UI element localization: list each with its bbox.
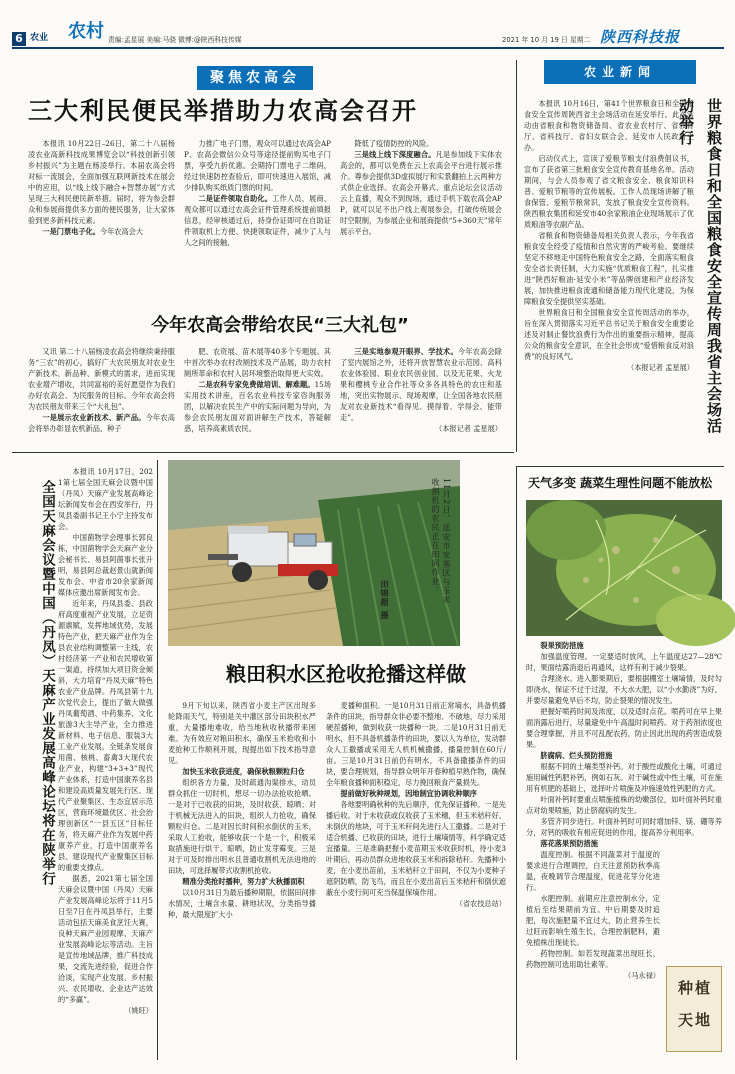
gift-col3: 三是实地参观开眼界、学技术。今年农高会除了室内展馆之外，还将开放智慧农业示范园、高科农业体验园、职业农民创业园，以及无花果、火龙果和樱桃专业合作社等众多各具特色的农庄和基地，突出实物展示、现场观摩，让全国各地农民朋友对农业新技术“看得见、摸得着、学得会、能带走”。 （本报记者 孟星展） [340,347,502,433]
pest-body: 裂果预防措施 加强温度管理。一定要适时放风，上午温度达27—28℃时，果面结露消退后再通风，这样有利于减少裂果。 合理浇水。进入膨果期后，要根据棚室土壤墒情，及时勾即浇水，保证不过于过湿，不大水大肥，以“小水勤浇”为好，并要尽量避免旱后不均，防止裂果的情况发生。 把握好喷药时间及浓度，以及适时点花。喷药可在早上果面消露后进行，尽量避免中午高温时间喷药。对于药剂浓度也要合理掌握，并且不可乱配农药，防止因此出现的药害造成裂果。 脐腐病、烂头预防措施 根据不同的土壤类型补钙。对于酸性或酸化土壤，可通过施用碱性钙肥补钙，例如石灰。对于碱性或中性土壤，可在施用有机肥的基础上，选择叶片喷施及冲施速效性钙肥的方式。 叶面补钙时要重点喷施植株的幼嫩部位，如叶面补钙时重点对幼果喷施，防止脐腐病的发生。 多管齐同步进行。叶面补钙时可同时增加锌、镁、硼等养分，对钙的吸收有相应促进的作用，提高养分利用率。 落花落果预防措施 温度控制。根据不同蔬菜对于温度的要求进行合理调控，白天注意预防秋季高温，夜晚调节合理温度，促进花芽分化进行。 水肥控制。前期应注意控制水分，定植后至结果期前为宜。中后期要及时追肥，每次施肥量不宜过大，防止营养生长过旺而影响生殖生长，合理控制肥料，避免植株出现徒长。 药物控制。如若发现蔬菜出现旺长，药物控制可选用助壮素等。 （马永禄） [526,641,722,980]
planting-logo-bottom: 天地 [677,1011,712,1029]
gift-byline: （本报记者 孟星展） [435,424,502,433]
forum-headline: 全国天麻会议暨中国（丹凤）天麻产业发展高峰论坛将在陕举行 [39,480,55,886]
pest-h1: 裂果预防措施 [540,641,584,650]
divider-vert-bottom [516,466,517,1060]
page-number: 6 [12,32,26,46]
header-rule [12,47,724,49]
pest-h3: 落花落果预防措施 [540,839,598,848]
pest-headline: 天气多变 蔬菜生理性问题不能放松 [528,476,713,490]
forum-byline: （姚旺） [124,1006,153,1015]
divider-vert-top [516,60,517,452]
gift-col2: 肥、农资展、苗木展等40多个专题展。其中首次举办农村改厕技术及产品展，助力农村厕所革命和农村人居环境整治取得更大实效。 二是农科专家免费做培训、解难题。15场实用技术讲座，百名农业科技专家咨询服务团，以解决农民生产中的实际问题为导向，为参会农民朋友面对面讲解生产技术，答疑解惑，培养高素质农民。 [184,347,331,433]
divider-vert-left [157,460,158,1060]
page-header [0,0,735,48]
planting-logo-top: 种植 [677,979,712,997]
photo-credit: 田锦超 摄 [380,580,389,620]
photo-caption: 11月2日，延安市安塞区与玉米收割机的农民正在田间作业。 [431,478,451,605]
main-col1: 9月下旬以来，陕西省小麦主产区出现多轮降雨天气，特别是关中灌区部分田块积水严重，大量播地难收，给当地秋收秋播带来困难。为有效应对粮田积水，确保玉米抢收和小麦抢种工作顺利开展，现提出如下技术指导意见。 加快玉米收获进度，确保秋粮颗粒归仓 组织各方力量，及时疏通沟渠排水，动员群众抓住一切时机，想尽一切办法抢收抢晒。一是对于已收获的田块，及时收获、晾晒；对于机械无法进入的田块，组织人力抢收，确保颗粒归仓。二是对因长时间积水倒伏的玉米，采取人工抢收，能够收获一个是一个，积极采取措施进行烘干、晾晒，防止发芽霉变。三是对于可及时排出明水且普通收割机无法进地的田块，可选择履带式收割机抢收。 精准分类抢时播种，努力扩大秋播面积 以10月31日为最后播种期限，依据田间排水情况，土壤含水量、耕地状况，分类指导播种，最大限度扩大小 [168,701,316,919]
news-banner-text: 农业新闻 [583,65,656,79]
section-small: 农业 [30,33,49,43]
top-col1: 本报讯 10月22日–26日，第二十八届杨凌农业高新科技成果博览会以“科技创新引领乡村振兴”为主题在杨凌举行。本届农高会将对标一流展会，全面加强互联网新技术在展会中的应用，以“线上线下融合+智慧办展”方式呈现三大利民便民新举措。届时，将为参会群众和参展商提供多方面的便民服务，让大家体验到更多新科技元素。 一是门票电子化。今年农高会大 [28,139,175,236]
pest-byline: （马永禄） [624,971,660,980]
focus-banner-text: 聚焦农高会 [210,70,300,86]
paper-name: 陕西科技报 [600,28,681,46]
news-body: 本报讯 10月16日，第41个世界粮食日和全国粮食安全宣传周陕西省主会场活动在延安举行。此次活动由省粮食和物资储备局、省农业农村厅、省教育厅、省科技厅、省妇女联合会、延安市人民政府主办。 启动仪式上，宣读了爱粮节粮支付浪费倡议书，宣布了获省第三批粮食安全宣传教育基地名单。活动期间，与会人员参观了省文粮食安全、粮食知识科普、爱粮节粮等的宣传展板。工作人员现场讲解了粮食保管、爱粮节粮常识，发放了粮食安全宣传资料。陕西粮农集团和延安市40余家粮油企业现场展示了优质粮油等农副产品。 省粮食和物资储备局相关负责人表示，今年我省粮食安全经受了疫情和自然灾害的严峻考验。要继续坚定不移地走中国特色粮食安全之路，全面落实粮食安全省长责任制，大力实施“优质粮食工程”，扎实推进“陕西好粮油·延安小米”等品牌创建和产业经济发展，加快推进粮食流通和储备能力现代化建设，为保障粮食安全提供坚实基础。 世界粮食日和全国粮食安全宣传周活动的举办，旨在深入贯彻落实习近平总书记关于粮食安全重要论述及对制止餐饮浪费行为作出的重要指示精神，提高公众的粮食安全意识，在全社会形成“爱惜粮食反对浪费”的良好风气。 （本报记者 孟星展） [524,99,694,372]
section-big: 农村 [68,21,104,42]
top-col2: 力推广电子门票，观众可以通过农高会APP、农高会微信公众号等途径提前购买电子门票，享受九折优惠。会期持门票电子二维码，经过快速防控查验后，即可快速进入展馆，减少排队购买纸质门票的时间。 二是证件领取自助化。工作人员、展商、观众都可以通过农高会证件管理系统提前填报信息，经审核通过后，持身份证即可在自助证件领取机上方便、快捷领取证件，减少了人与人之间的接触， [184,139,331,247]
top-col3: 降低了疫情防控的风险。 三是线上线下深度融合。凡是参加线下实体农高会的，都可以免费在云上农高会平台进行展示推介。尊参会提供3D虚拟展厅和实景翻拍上云两种方式供企业选择。农高会开幕式、重点论坛会议活动云上直播，观众不到现场，通过手机下载农高会APP，就可以足不出户线上观展参会，打破传统展会时空限制，为参展企业和展商提供“5+360天”常年展示平台。 [340,139,502,236]
pest-h2: 脐腐病、烂头预防措施 [540,751,613,760]
news-headline: 世界粮食日和全国粮食安全宣传周我省主会场活动举行 [677,98,723,434]
news-byline: （本报记者 孟星展） [627,363,694,372]
gift-headline: 今年农高会带给农民“三大礼包” [151,315,409,336]
main-byline: （省农技总站） [455,899,506,908]
header-date: 2021 年 10 月 19 日 星期二 [502,36,591,44]
header-editors: 责编:孟星展 美编:马骁 微博:@陕西科技传媒 [108,36,242,44]
gift-col1: 又讯 第二十八届杨凌农高会将继续秉持服务“三农”的初心，搞好广大农民朋友对农业生产新技术、新品种、新模式的需求，进而实现农业增产增收，共同富裕的美好愿望作为我们办好农高会、为民服务的目标。今年农高会将为农民朋友带来三个“大礼包”。 一是展示农业新技术、新产品。今年农高会将举办彰显农机新品、种子 [28,347,175,433]
forum-body: 本报讯 10月17日，2021第七届全国天麻会议暨中国（丹凤）天麻产业发展高峰论坛新闻发布会在西安举行，丹凤县委副书记王小宁主持发布会。 中国菌物学会理事长郭良栋，中国菌物学会天麻产业分会秘书长、易县阿菌事长张升明，易县阿总裁赵景山就新闻发布会、中省市20余家新闻媒体应邀出席新闻发布会。 近年来，丹凤县委、县政府高度重视产业发展，立足资源禀赋，发挥地域优势，发展特色产业，把天麻产业作为全县农业结构调整第一主线，农村经济第一产业和农民增收第一渠道，持续加大项目资金倾斜，大力培育“丹凤天麻”特色农业产业品牌。丹凤县第十九次党代会上，提出了做大做强丹凤葡萄酒、中药集养、文化旅游3大主导产业，全力推进新材料、电子信息、服装3大工业产业发展，全链条发展食用菌、核桃、畜禽3大现代农业产业，构建“3+3+3”现代产业体系，打造中国康养名县和建设高质量发展先行区、现代产业聚集区、生态宜居示范区，营商环境最优区、社会治理创新区“一县五区”目标任务，将天麻产业作为发展中药康养产业，打造中国康养名县、建设现代产业聚集区目标的重要支撑点。 据悉，2021第七届全国天麻会议暨中国（丹凤）天麻产业发展高峰论坛将于11月5日至7日在丹凤县举行，主要活动包括天麻美食烹饪大赛，良种天麻产业园观摩、天麻产业发展高峰论坛等活动。主旨是宣传地域品牌，推广科技成果，交流先进经验，促进合作洽谈，实现产业发展、乡村振兴、农民增收、企业达产达效的“多赢”。 （姚旺） [58,467,153,1015]
top-headline: 三大利民便民举措助力农高会召开 [28,97,418,125]
leaf-photo [526,500,722,636]
planting-logo [666,966,722,1052]
divider-mid [12,452,514,453]
main-headline: 粮田积水区抢收抢播这样做 [226,662,466,686]
divider-right-mid [516,466,724,467]
main-col2: 麦播种面积。一是10月31日前正常墒水，具备机播条件的田块，指导群众非必要不整地、不破地，尽力采用硬茬播种，做到收获一块播种一块。二是10月31日前无明水，但不具备机播条件的田块，要以人为单位，发动群众人工撒播或采用无人机机械撒播，播量控制在60斤/亩。三是10月31日前仍有明水，不具备撒播条件的田块，要合理规划，指导群众明年开春种植早熟作物，确保全年粮食播种面积稳定，尽力挽回粮食产量损失。 提前做好秋种规划，因地制宜协调收种顺序 各地要明确秋种的先后顺序，优先保证播种。一是先播后收。对于未收获或仅收获了玉米穗，但玉米秸秆好、未倒伏的地块，可于玉米秆间先进行人工撒播。二是对于适合机播、已收获的田块，进行土壤墒情等，科学确定适宜播量。三是准确把握小麦苗期玉米收获时机，待小麦3叶期后，再动员群众进地收获玉米和拆除秸秆。先播种小麦，在小麦出苗前，玉米秸秆立于田间，不仅为小麦种子遮阴防晒，防飞鸟，而且在小麦出苗后玉米秸秆和倒伏遮蔽在小麦行间可充当保温保墒作用。 （省农技总站） [326,701,506,908]
